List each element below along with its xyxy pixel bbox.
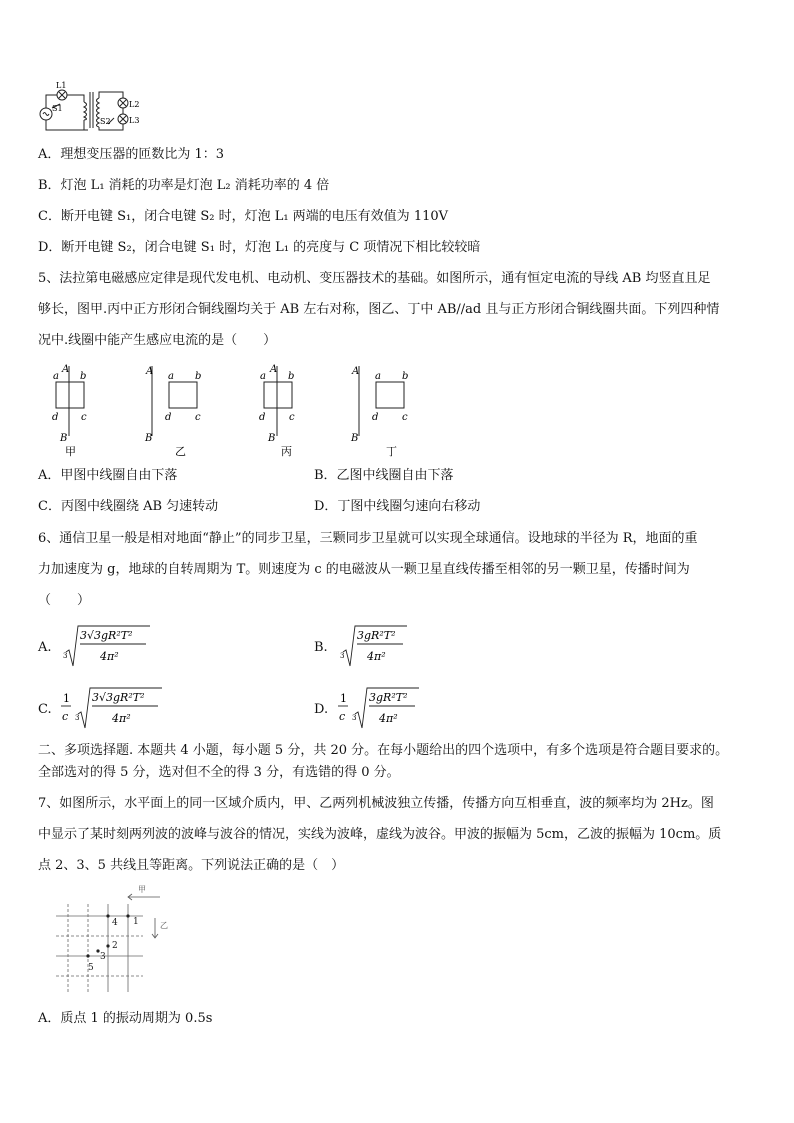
caption-jia: 甲 <box>65 445 76 458</box>
root-index: 3 <box>75 714 80 722</box>
q5-stem-line-2: 够长，图甲.丙中正方形闭合铜线圈均关于 AB 左右对称，图乙、丁中 AB//ad 且与正方形闭合铜线圈共面。下列四种情 <box>38 302 720 317</box>
label-s2: S2 <box>100 117 111 126</box>
fig-d-ding: d <box>372 412 379 423</box>
q4-option-c: C．断开电键 S₁，闭合电键 S₂ 时，灯泡 L₁ 两端的电压有效值为 110V <box>38 209 449 224</box>
fig-B-bing: B <box>268 433 276 444</box>
q6-option-d-formula <box>337 684 437 734</box>
fig-a-jia: a <box>53 371 59 382</box>
fig-A-bing: A <box>270 364 278 375</box>
caption-bing: 丙 <box>281 445 292 458</box>
q4-option-a: A．理想变压器的匝数比为 1：3 <box>38 147 225 162</box>
coef-num: 1 <box>63 692 70 705</box>
fig-b-yi: b <box>195 371 202 382</box>
q6-option-b-label: B. <box>314 640 328 655</box>
root-index: 3 <box>340 652 345 660</box>
q6-option-d-label: D. <box>314 702 329 717</box>
denominator: 4π² <box>112 712 131 725</box>
fig-c-jia: c <box>81 412 87 423</box>
q7-option-a: A．质点 1 的振动周期为 0.5s <box>38 1011 213 1026</box>
q6-option-a-formula <box>60 622 160 672</box>
fig-a-ding: a <box>375 371 381 382</box>
q5-option-d: D．丁图中线圈匀速向右移动 <box>314 499 481 514</box>
coef-num: 1 <box>340 692 347 705</box>
q6-option-a-label: A. <box>38 640 52 655</box>
denominator: 4π² <box>379 712 398 725</box>
fig-B-ding: B <box>351 433 359 444</box>
fig-a-bing: a <box>260 371 266 382</box>
q5-option-b: B．乙图中线圈自由下落 <box>314 468 454 483</box>
label-l3: L3 <box>129 116 140 125</box>
denominator: 4π² <box>367 650 386 663</box>
fig-b-bing: b <box>288 371 295 382</box>
q6-stem-line-3: （ ） <box>38 593 91 608</box>
root-index: 3 <box>352 714 357 722</box>
q5-option-c: C．丙图中线圈绕 AB 匀速转动 <box>38 499 219 514</box>
fig-A-jia: A <box>62 364 70 375</box>
fig-B-jia: B <box>60 433 68 444</box>
numerator: 3√3gR²T² <box>92 691 145 704</box>
fig-A-yi: A <box>146 366 154 377</box>
root-index: 3 <box>63 652 68 660</box>
fig-d-jia: d <box>52 412 59 423</box>
q5-stem-line-3: 况中.线圈中能产生感应电流的是（ ） <box>38 333 277 348</box>
fig-b-ding: b <box>402 371 409 382</box>
q7-stem-line-3: 点 2、3、5 共线且等距离。下列说法正确的是（ ） <box>38 858 345 873</box>
fig-a-yi: a <box>168 371 174 382</box>
q6-option-c-formula <box>60 684 170 734</box>
q5-stem-line-1: 5、法拉第电磁感应定律是现代发电机、电动机、变压器技术的基础。如图所示，通有恒定电流的导线 AB 均竖直且足 <box>38 271 711 286</box>
numerator: 3√3gR²T² <box>80 629 133 642</box>
point-4: 4 <box>112 918 118 928</box>
section2-heading-line-2: 全部选对的得 5 分，选对但不全的得 3 分，有选错的得 0 分。 <box>38 765 400 780</box>
q4-option-b: B．灯泡 L₁ 消耗的功率是灯泡 L₂ 消耗功率的 4 倍 <box>38 178 330 193</box>
caption-ding: 丁 <box>386 445 397 458</box>
fig-d-yi: d <box>165 412 172 423</box>
transformer-circuit-diagram <box>38 80 138 135</box>
fig-B-yi: B <box>145 433 153 444</box>
fig-c-bing: c <box>289 412 295 423</box>
q5-option-a: A．甲图中线圈自由下落 <box>38 468 178 483</box>
fig-A-ding: A <box>352 366 360 377</box>
q7-stem-line-1: 7、如图所示，水平面上的同一区域介质内，甲、乙两列机械波独立传播，传播方向互相垂直，波的频率均为 2Hz。图 <box>38 796 714 811</box>
q6-stem-line-1: 6、通信卫星一般是相对地面“静止”的同步卫星，三颗同步卫星就可以实现全球通信。设地球的半径为 R，地面的重 <box>38 531 698 546</box>
numerator: 3gR²T² <box>369 691 408 704</box>
denominator: 4π² <box>100 650 119 663</box>
fig-c-yi: c <box>195 412 201 423</box>
q6-option-c-label: C. <box>38 702 52 717</box>
label-l1: L1 <box>56 81 67 90</box>
coef-den: c <box>62 710 69 723</box>
label-jia: 甲 <box>138 885 146 894</box>
point-3: 3 <box>100 952 106 962</box>
section2-heading-line-1: 二、多项选择题. 本题共 4 小题，每小题 5 分，共 20 分。在每小题给出的四个选项中，有多个选项是符合题目要求的。 <box>38 743 729 758</box>
q7-wave-grid-figure <box>48 882 178 997</box>
fig-d-bing: d <box>259 412 266 423</box>
label-yi: 乙 <box>160 921 168 930</box>
label-l2: L2 <box>129 100 140 109</box>
q6-stem-line-2: 力加速度为 g，地球的自转周期为 T。则速度为 c 的电磁波从一颗卫星直线传播至相邻的另一颗卫星，传播时间为 <box>38 562 690 577</box>
point-2: 2 <box>112 941 118 951</box>
fig-c-ding: c <box>402 412 408 423</box>
caption-yi: 乙 <box>175 445 186 458</box>
fig-b-jia: b <box>80 371 87 382</box>
q4-option-d: D．断开电键 S₂，闭合电键 S₁ 时，灯泡 L₁ 的亮度与 C 项情况下相比较较暗 <box>38 240 481 255</box>
label-s1: S1 <box>52 104 63 113</box>
q5-coil-figures <box>45 360 425 460</box>
q7-stem-line-2: 中显示了某时刻两列波的波峰与波谷的情况，实线为波峰，虚线为波谷。甲波的振幅为 5cm，乙波的振幅为 10cm。质 <box>38 827 722 842</box>
numerator: 3gR²T² <box>357 629 396 642</box>
point-1: 1 <box>133 917 139 927</box>
q6-option-b-formula <box>337 622 427 672</box>
point-5: 5 <box>88 963 94 973</box>
coef-den: c <box>339 710 346 723</box>
